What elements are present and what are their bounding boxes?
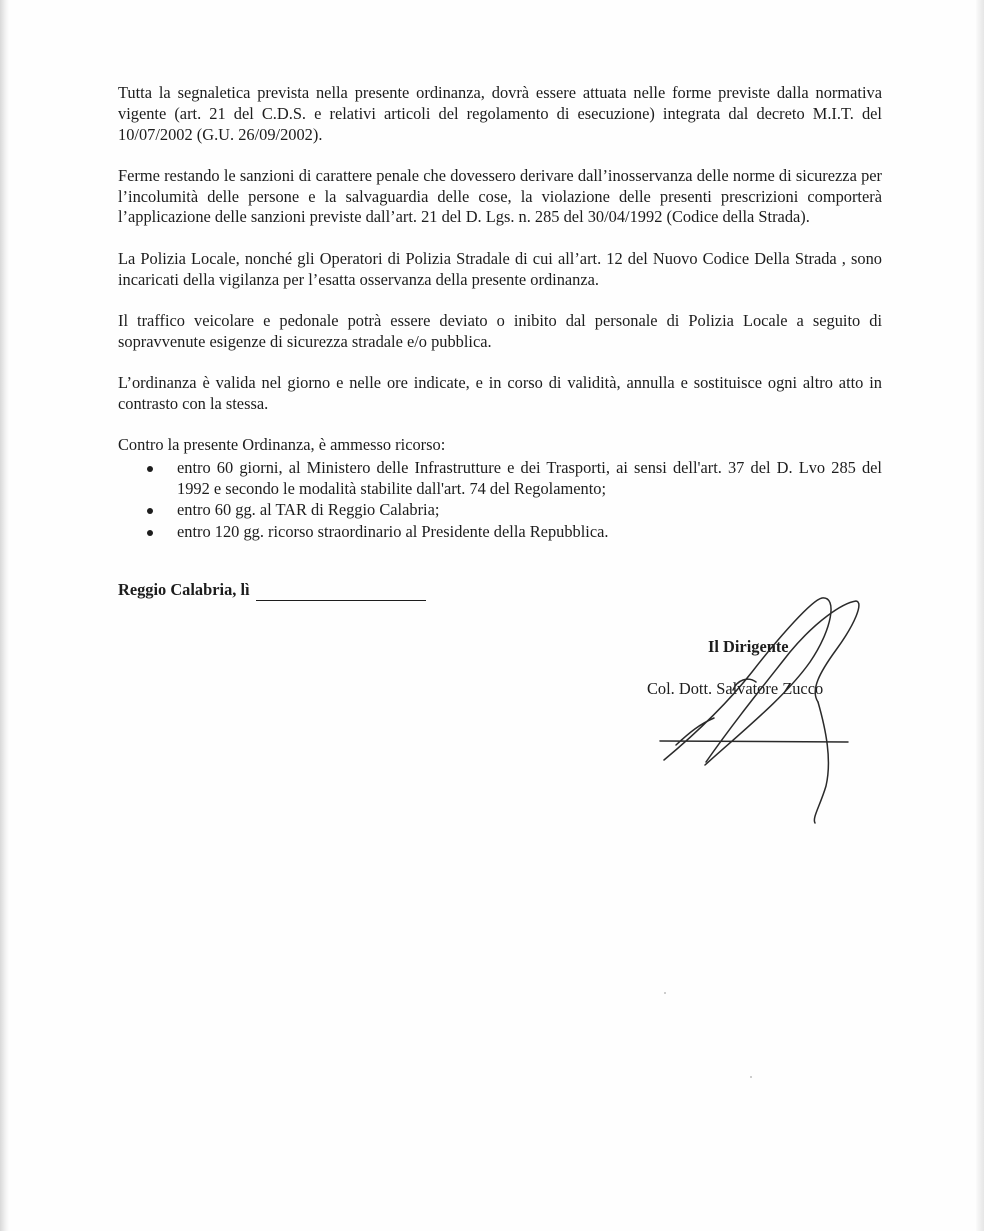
paragraph-signage: Tutta la segnaletica prevista nella presente ordinanza, dovrà essere attuata nelle forme previste dalla normativa vigente (art. 21 del C.D.S. e relativi articoli del regolamento di esecuzione) integrata dal decreto M.I.T. del 10/07/2002 (G.U. 26/09/2002). bbox=[118, 83, 882, 144]
appeal-intro: Contro la presente Ordinanza, è ammesso ricorso: bbox=[118, 435, 446, 455]
signer-name: Col. Dott. Salvatore Zucco bbox=[647, 679, 824, 698]
scan-speck bbox=[750, 1076, 752, 1078]
paragraph-validity: L’ordinanza è valida nel giorno e nelle ore indicate, e in corso di validità, annulla e sostituisce ogni altro atto in contrasto con la stessa. bbox=[118, 372, 882, 413]
paragraph-enforcement: La Polizia Locale, nonché gli Operatori di Polizia Stradale di cui all’art. 12 del Nuovo Codice Della Strada , sono incaricati della vigilanza per l’esatta osservanza della presente ordinanza. bbox=[118, 248, 882, 289]
appeal-item-text: entro 60 gg. al TAR di Reggio Calabria; bbox=[177, 500, 440, 520]
appeal-item-text: entro 120 gg. ricorso straordinario al Presidente della Repubblica. bbox=[177, 522, 609, 542]
place-date-label: Reggio Calabria, lì bbox=[118, 580, 250, 599]
paragraph-sanctions: Ferme restando le sanzioni di carattere penale che dovessero derivare dall’inosservanza delle norme di sicurezza per l’incolumità delle persone e la salvaguardia delle cose, la violazione delle presenti prescrizioni comporterà l’applicazione delle sanzioni previste dall’art. 21 del D. Lgs. n. 285 del 30/04/1992 (Codice della Strada). bbox=[118, 165, 882, 227]
signer-title: Il Dirigente bbox=[708, 637, 789, 656]
scan-speck bbox=[664, 992, 666, 994]
appeal-item-text: entro 60 giorni, al Ministero delle Infrastrutture e dei Trasporti, ai sensi dell'art. 37 del D. Lvo 285 del 1992 e secondo le modalità stabilite dall'art. 74 del Regolamento; bbox=[177, 457, 882, 498]
paragraph-traffic-diversion: Il traffico veicolare e pedonale potrà essere deviato o inibito dal personale di Polizia Locale a seguito di sopravvenute esigenze di sicurezza stradale e/o pubblica. bbox=[118, 310, 882, 351]
